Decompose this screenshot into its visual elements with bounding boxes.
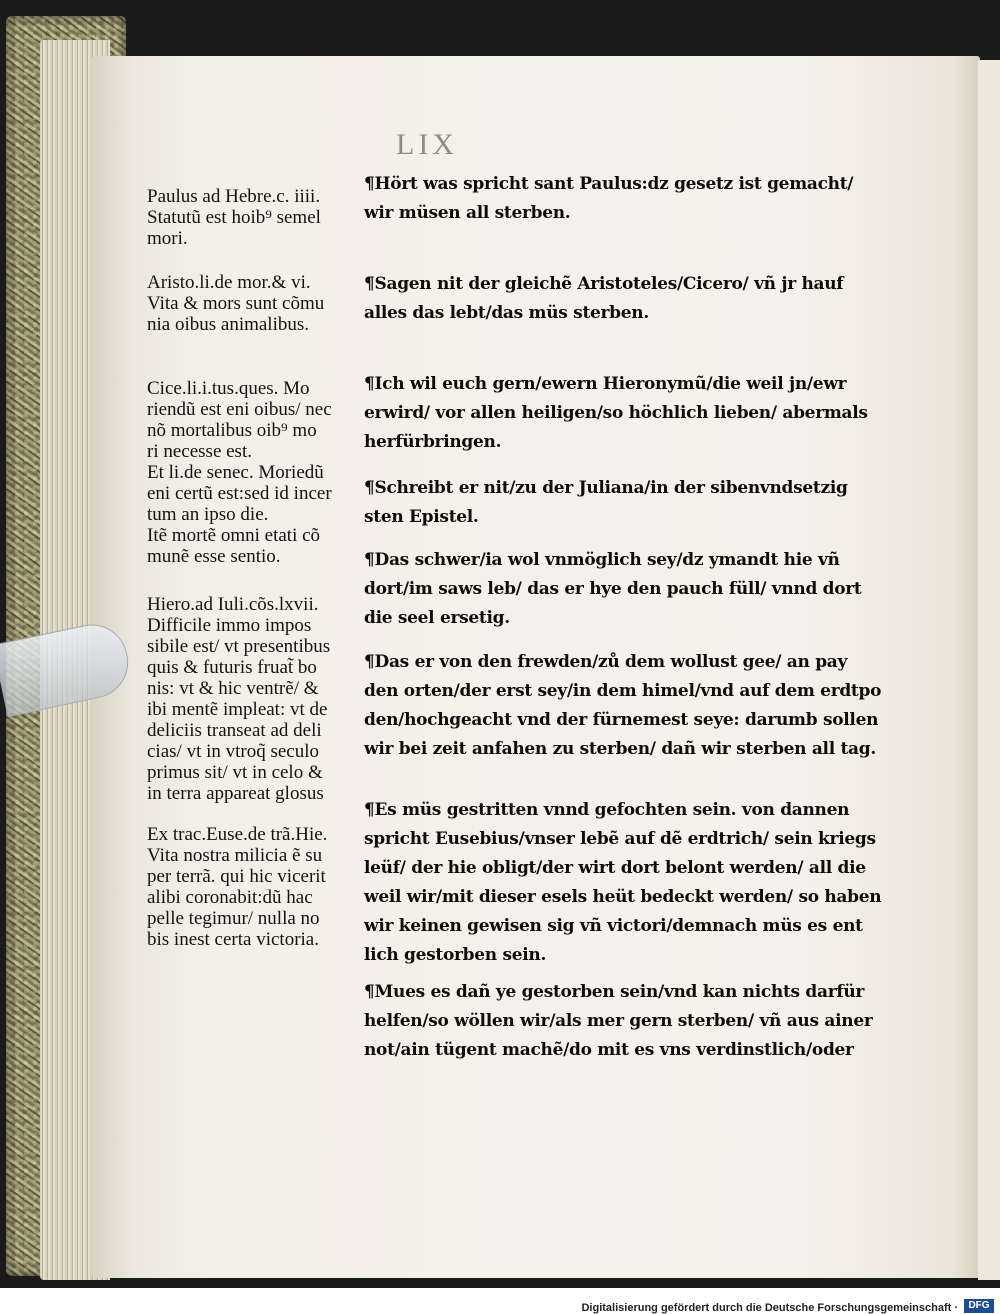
- text-line: not/ain tügent machẽ/do mit es vns verdinstlich/oder: [364, 1040, 854, 1060]
- text-line: leüf/ der hie obligt/der wirt dort belont werden/ all die: [364, 858, 866, 878]
- marginal-note-line: nia oibus animalibus.: [147, 314, 310, 335]
- marginal-note-line: tum an ipso die.: [147, 504, 269, 525]
- text-line: den orten/der erst sey/in dem himel/vnd auf dem erdtpo: [364, 681, 882, 701]
- dfg-logo: DFG: [964, 1299, 994, 1313]
- marginal-note-line: Hiero.ad Iuli.cõs.lxvii.: [147, 594, 319, 615]
- text-line: sten Epistel.: [364, 507, 479, 527]
- text-line: ¶Schreibt er nit/zu der Juliana/in der sibenvndsetzig: [364, 478, 848, 498]
- text-paragraph: [364, 474, 964, 532]
- marginal-note-line: per terrã. qui hic vicerit: [147, 866, 326, 887]
- marginal-note-line: primus sit/ vt in celo &: [147, 762, 323, 783]
- marginal-note-line: Statutũ est hoib⁹ semel: [147, 207, 321, 228]
- marginal-note-line: ibi mentẽ impleat: vt de: [147, 699, 328, 720]
- text-line: herfürbringen.: [364, 432, 502, 452]
- marginal-note-line: alibi coronabit:dũ hac: [147, 887, 313, 908]
- marginal-note-line: cias/ vt in vtroq̃ seculo: [147, 741, 320, 762]
- text-line: lich gestorben sein.: [364, 945, 547, 965]
- marginal-note: [147, 272, 362, 335]
- facing-page: [978, 60, 1000, 1280]
- marginal-note-line: Paulus ad Hebre.c. iiii.: [147, 186, 321, 207]
- marginal-note-line: eni certũ est:sed id incer: [147, 483, 332, 504]
- marginal-note-line: pelle tegimur/ nulla no: [147, 908, 320, 929]
- marginal-note-line: Et li.de senec. Moriedũ: [147, 462, 324, 483]
- marginal-note: [147, 186, 362, 249]
- marginal-note: [147, 824, 362, 950]
- marginal-note-line: bis inest certa victoria.: [147, 929, 319, 950]
- marginal-note-line: Vita nostra milicia ẽ su: [147, 845, 323, 866]
- text-paragraph: [364, 270, 964, 328]
- marginal-note-line: quis & futuris fruat̃ bo: [147, 657, 317, 678]
- funding-credit: Digitalisierung gefördert durch die Deutsche Forschungsgemeinschaft ·: [581, 1302, 958, 1314]
- text-line: ¶Es müs gestritten vnnd gefochten sein. von dannen: [364, 800, 850, 820]
- marginal-note-line: riendũ est eni oibus/ nec: [147, 399, 332, 420]
- text-line: wir keinen gewisen sig vñ victori/demnach müs es ent: [364, 916, 863, 936]
- marginal-note: [147, 594, 362, 804]
- folio-number: LIX: [396, 128, 458, 161]
- marginal-note-line: Cice.li.i.tus.ques. Mo: [147, 378, 310, 399]
- text-line: helfen/so wöllen wir/als mer gern sterben/ vñ aus ainer: [364, 1011, 873, 1031]
- marginal-note-line: nõ mortalibus oib⁹ mo: [147, 420, 317, 441]
- text-line: ¶Ich wil euch gern/ewern Hieronymũ/die weil jn/ewr: [364, 374, 847, 394]
- text-paragraph: [364, 546, 964, 633]
- text-line: ¶Hört was spricht sant Paulus:dz gesetz ist gemacht/: [364, 174, 854, 194]
- marginal-note-line: Itẽ mortẽ omni etati cõ: [147, 525, 321, 546]
- marginal-note-line: mori.: [147, 228, 188, 249]
- text-line: spricht Eusebius/vnser lebẽ auf dẽ erdtrich/ sein kriegs: [364, 829, 876, 849]
- marginal-note-line: nis: vt & hic ventrẽ/ &: [147, 678, 319, 699]
- text-line: wir bei zeit anfahen zu sterben/ dañ wir sterben all tag.: [364, 739, 876, 759]
- text-line: alles das lebt/das müs sterben.: [364, 303, 649, 323]
- text-paragraph: [364, 170, 964, 228]
- marginal-note-line: ri necesse est.: [147, 441, 252, 462]
- text-paragraph: [364, 648, 964, 764]
- text-line: wir müsen all sterben.: [364, 203, 571, 223]
- marginal-note-line: munẽ esse sentio.: [147, 546, 281, 567]
- marginal-note-line: deliciis transeat ad deli: [147, 720, 322, 741]
- marginal-note-line: sibile est/ vt presentibus: [147, 636, 331, 657]
- text-paragraph: [364, 796, 964, 970]
- text-line: dort/im saws leb/ das er hye den pauch füll/ vnnd dort: [364, 579, 862, 599]
- text-line: ¶Sagen nit der gleichẽ Aristoteles/Cicero/ vñ jr hauf: [364, 274, 844, 294]
- marginal-note-line: Aristo.li.de mor.& vi.: [147, 272, 311, 293]
- text-paragraph: [364, 370, 964, 457]
- text-line: ¶Das schwer/ia wol vnmöglich sey/dz ymandt hie vñ: [364, 550, 840, 570]
- text-line: die seel ersetig.: [364, 608, 510, 628]
- text-line: weil wir/mit dieser esels heüt bedeckt werden/ so haben: [364, 887, 882, 907]
- text-line: ¶Mues es dañ ye gestorben sein/vnd kan nichts darfür: [364, 982, 865, 1002]
- text-line: den/hochgeacht vnd der fürnemest seye: darumb sollen: [364, 710, 879, 730]
- text-line: erwird/ vor allen heiligen/so höchlich lieben/ abermals: [364, 403, 868, 423]
- text-line: ¶Das er von den frewden/zů dem wollust gee/ an pay: [364, 652, 848, 672]
- marginal-note-line: Ex trac.Euse.de trã.Hie.: [147, 824, 328, 845]
- marginal-note: [147, 378, 362, 567]
- marginal-note-line: Vita & mors sunt cõmu: [147, 293, 325, 314]
- marginal-note-line: Difficile immo impos: [147, 615, 312, 636]
- text-paragraph: [364, 978, 964, 1065]
- marginal-note-line: in terra appareat glosus: [147, 783, 324, 804]
